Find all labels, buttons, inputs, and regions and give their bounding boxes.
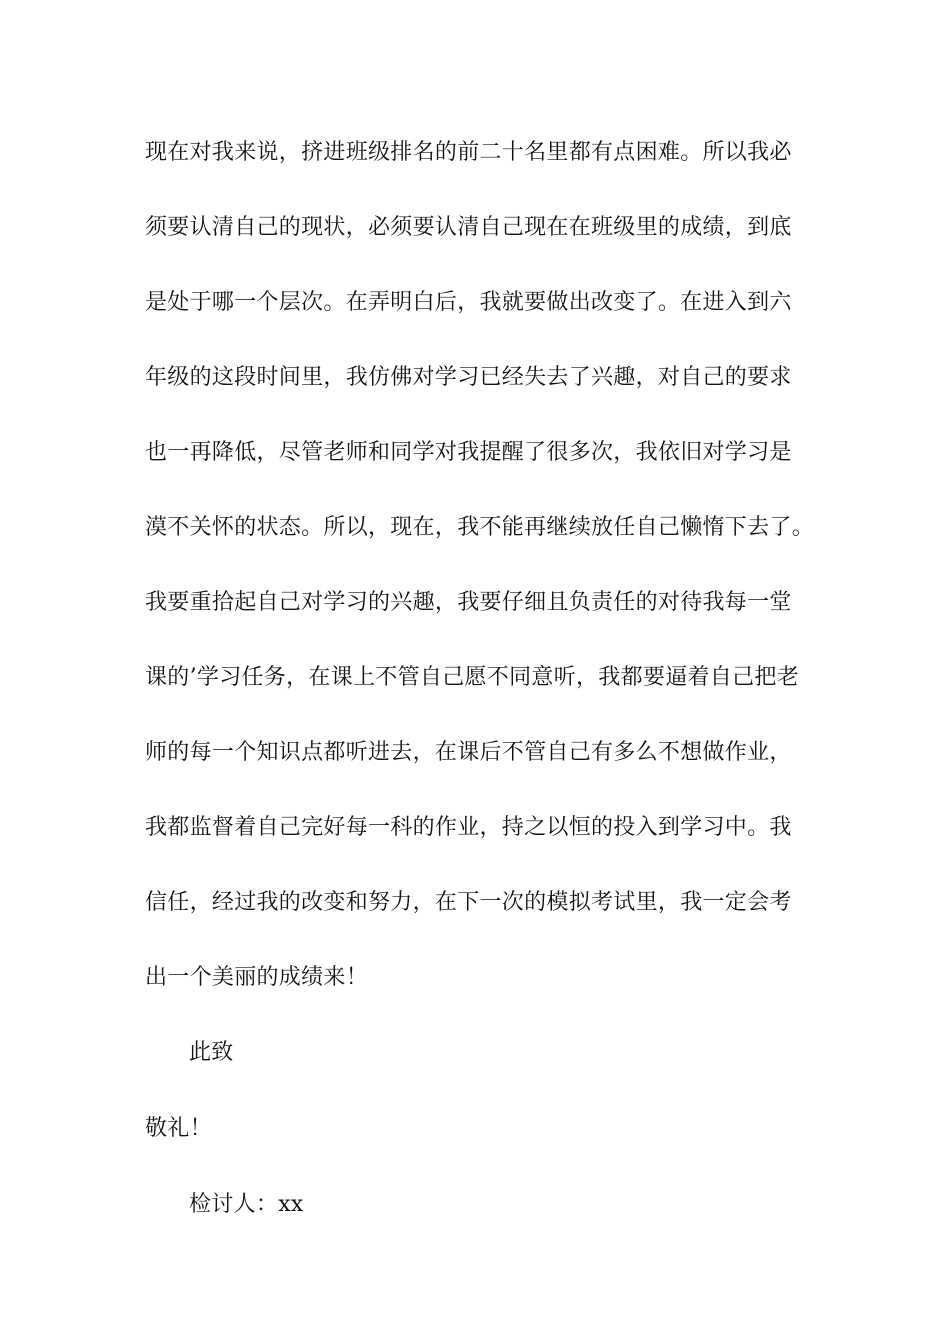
body-line-4: 年级的这段时间里，我仿佛对学习已经失去了兴趣，对自己的要求	[145, 365, 792, 390]
letter-body	[145, 133, 835, 1033]
body-line-10: 我都监督着自己完好每一科的作业，持之以恒的投入到学习中。我	[145, 815, 792, 840]
respect-line: 敬礼！	[145, 1116, 212, 1141]
body-line-5: 也一再降低，尽管老师和同学对我提醒了很多次，我依旧对学习是	[145, 440, 792, 465]
body-line-1: 现在对我来说，挤进班级排名的前二十名里都有点困难。所以我必	[145, 140, 792, 165]
body-line-3: 是处于哪一个层次。在弄明白后，我就要做出改变了。在进入到六	[145, 290, 792, 315]
body-line-12: 出一个美丽的成绩来！	[145, 965, 369, 990]
body-line-2: 须要认清自己的现状，必须要认清自己现在在班级里的成绩，到底	[145, 215, 792, 240]
letter-closing	[145, 1033, 835, 1261]
body-line-6: 漠不关怀的状态。所以，现在，我不能再继续放任自己懒惰下去了。	[145, 515, 815, 540]
body-line-8: 课的’学习任务，在课上不管自己愿不同意听，我都要逼着自己把老	[145, 665, 799, 690]
signature: 检讨人：xx	[189, 1192, 304, 1217]
salutation: 此致	[189, 1040, 234, 1065]
body-line-11: 信任，经过我的改变和努力，在下一次的模拟考试里，我一定会考	[145, 890, 792, 915]
body-line-9: 师的每一个知识点都听进去，在课后不管自己有多么不想做作业，	[145, 740, 792, 765]
body-line-7: 我要重拾起自己对学习的兴趣，我要仔细且负责任的对待我每一堂	[145, 590, 792, 615]
